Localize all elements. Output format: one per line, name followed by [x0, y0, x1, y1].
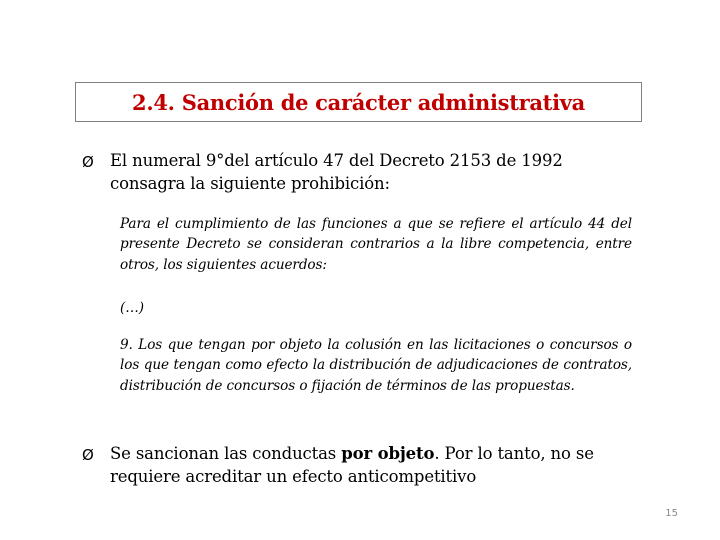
bullet-text: El numeral 9°del artículo 47 del Decreto 2153 de 1992 consagra la siguiente prohibición: [110, 151, 563, 193]
arrow-bullet-icon: Ø [82, 153, 94, 171]
arrow-bullet-icon: Ø [82, 446, 94, 464]
quote-ellipsis: (…) [120, 300, 144, 316]
slide-title: 2.4. Sanción de carácter administrativa [132, 89, 585, 115]
bullet-text-part: . Por lo tanto, no se requiere acreditar un efecto anticompetitivo [110, 444, 594, 486]
bullet-text [110, 443, 642, 488]
page-number: 15 [665, 508, 678, 519]
quote-paragraph: 9. Los que tengan por objeto la colusión en las licitaciones o concursos o los que tengan como efecto la distribución de adjudicaciones de contratos, distribución de concursos o fijación de términos de las propuestas. [120, 337, 632, 394]
quote-paragraph: Para el cumplimiento de las funciones a que se refiere el artículo 44 del presente Decreto se consideran contrarios a la libre competencia, entre otros, los siguientes acuerdos: [120, 216, 632, 273]
bullet-emphasis: por objeto [341, 444, 435, 463]
bullet-item [82, 150, 642, 195]
bullet-item [82, 443, 642, 488]
slide-title-box [75, 82, 642, 122]
bullet-text-part: Se sancionan las conductas [110, 444, 342, 463]
